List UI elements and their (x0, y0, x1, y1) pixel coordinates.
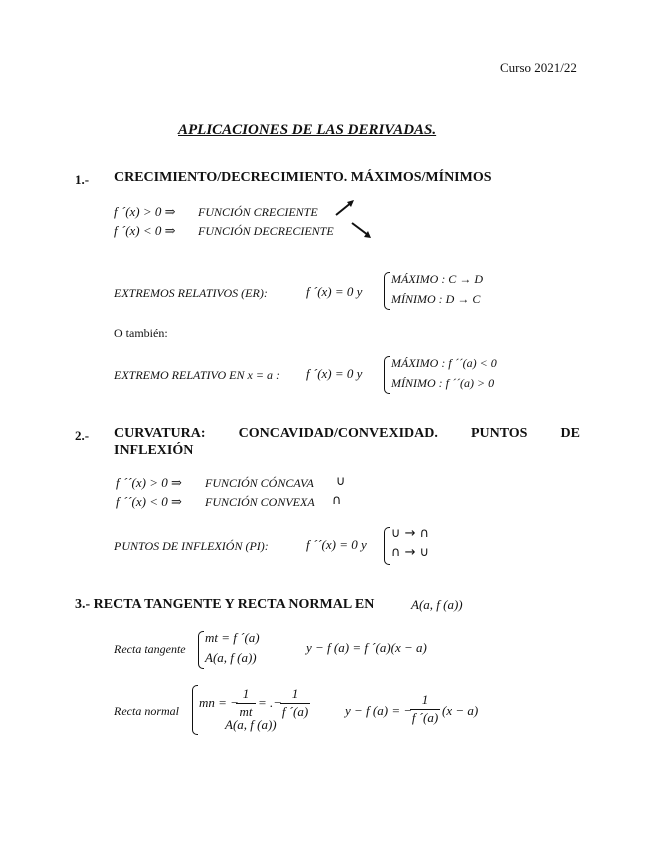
normal-equation-denominator: f ´(a) (411, 710, 439, 725)
tangent-point: A(a, f (a)) (205, 650, 257, 665)
relative-extrema-label: EXTREMOS RELATIVOS (ER): (114, 286, 268, 300)
section-2-heading (114, 426, 580, 442)
inflection-brace (384, 527, 390, 565)
cap-icon: ∩ (332, 493, 342, 508)
also-text: O también: (114, 326, 168, 340)
inflection-points-condition: f ´´(x) = 0 y (306, 537, 367, 552)
section-2-heading-word: CURVATURA: (114, 426, 206, 441)
inflection-case-cup-to-cap: ∪ → ∩ (391, 526, 430, 541)
normal-fraction-1-numerator: 1 (242, 686, 250, 701)
decreasing-function-text: FUNCIÓN DECRECIENTE (198, 224, 334, 238)
extrema-brace (384, 272, 390, 310)
normal-point: A(a, f (a)) (225, 717, 277, 732)
concave-function-text: FUNCIÓN CÓNCAVA (205, 476, 314, 490)
tangent-line-label: Recta tangente (114, 642, 186, 656)
extremum-max-case: MÁXIMO : f ´´(a) < 0 (391, 356, 497, 370)
section-1-number: 1.- (75, 172, 90, 187)
normal-fraction-2 (280, 686, 310, 720)
relative-extremum-condition: f ´(x) = 0 y (306, 366, 363, 381)
cup-icon: ∪ (336, 474, 346, 489)
course-label: Curso 2021/22 (500, 60, 577, 75)
extremum-min-case: MÍNIMO : f ´´(a) > 0 (391, 376, 495, 390)
section-1-heading: CRECIMIENTO/DECRECIMIENTO. MÁXIMOS/MÍNIMOS (114, 170, 492, 185)
page-title: APLICACIONES DE LAS DERIVADAS. (178, 122, 437, 138)
inflection-points-label: PUNTOS DE INFLEXIÓN (PI): (114, 539, 269, 553)
extrema-max-case: MÁXIMO : C → D (391, 272, 483, 286)
increasing-arrow-icon (334, 198, 356, 218)
tangent-slope: mt = f ´(a) (205, 630, 260, 645)
tangent-brace (198, 631, 204, 669)
section-3-point: A(a, f (a)) (411, 597, 463, 612)
normal-slope-mid: = .− (258, 695, 283, 710)
extrema-min-case: MÍNIMO : D → C (391, 292, 481, 306)
decreasing-arrow-icon (350, 220, 374, 240)
extremum-brace (384, 356, 390, 394)
section-2-heading-word: PUNTOS (470, 426, 528, 441)
normal-equation-left: y − f (a) = − (345, 703, 413, 718)
section-2-heading-word: CONCAVIDAD/CONVEXIDAD. (238, 426, 438, 441)
normal-fraction-2-denominator: f ´(a) (281, 704, 309, 719)
normal-brace (192, 685, 198, 735)
normal-fraction-1 (236, 686, 256, 720)
normal-fraction-1-denominator: mt (236, 703, 256, 720)
section-2-heading-word: DE (560, 426, 580, 441)
tangent-equation: y − f (a) = f ´(a)(x − a) (306, 640, 427, 655)
second-derivative-negative-expr: f ´´(x) < 0 ⇒ (116, 494, 182, 509)
derivative-negative-expr: f ´(x) < 0 ⇒ (114, 223, 176, 238)
inflection-case-cap-to-cup: ∩ → ∪ (391, 545, 430, 560)
normal-equation-numerator: 1 (421, 692, 429, 707)
normal-fraction-2-numerator: 1 (291, 686, 299, 701)
convex-function-text: FUNCIÓN CONVEXA (205, 495, 315, 509)
normal-slope-prefix: mn = − (199, 695, 239, 710)
derivative-positive-expr: f ´(x) > 0 ⇒ (114, 204, 176, 219)
normal-line-label: Recta normal (114, 704, 179, 718)
second-derivative-positive-expr: f ´´(x) > 0 ⇒ (116, 475, 182, 490)
section-3-heading: 3.- RECTA TANGENTE Y RECTA NORMAL EN (75, 597, 375, 612)
relative-extrema-condition: f ´(x) = 0 y (306, 284, 363, 299)
normal-equation-fraction (410, 692, 440, 726)
normal-equation-right: (x − a) (442, 703, 479, 718)
section-2-number: 2.- (75, 428, 90, 443)
section-2-heading-line2: INFLEXIÓN (114, 443, 194, 458)
increasing-function-text: FUNCIÓN CRECIENTE (198, 205, 318, 219)
relative-extremum-at-a-label: EXTREMO RELATIVO EN x = a : (114, 368, 280, 382)
